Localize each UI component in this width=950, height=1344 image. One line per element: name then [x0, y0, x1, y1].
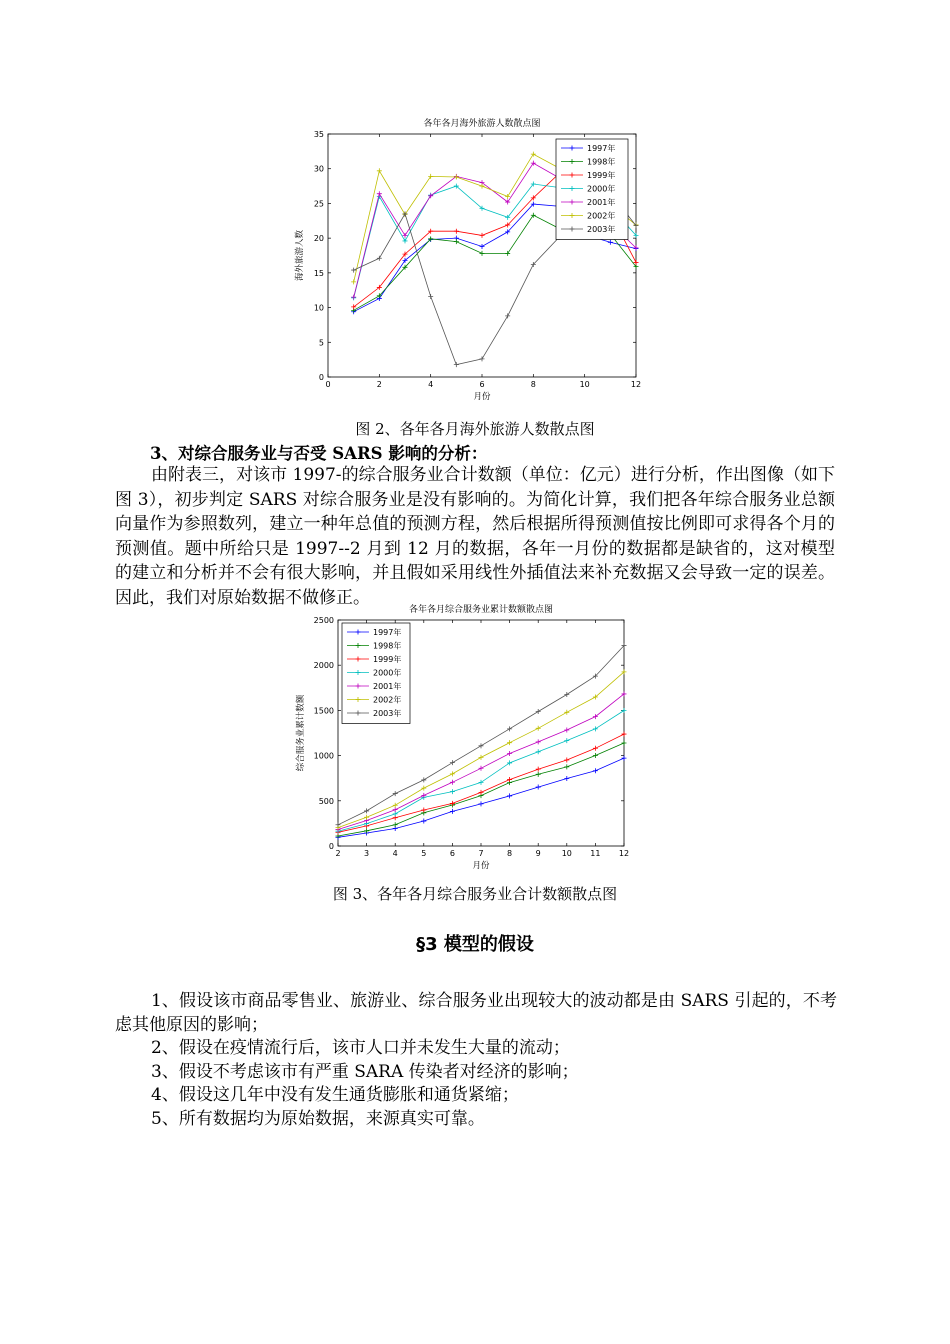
data-point [507, 777, 512, 782]
data-point [480, 251, 485, 256]
data-point [564, 776, 569, 781]
data-point [479, 755, 484, 760]
data-point [480, 244, 485, 249]
x-tick-label: 0 [325, 380, 331, 389]
y-tick-label: 15 [313, 268, 324, 278]
data-point [507, 726, 512, 731]
assumptions-list [115, 990, 837, 1131]
assumption-item: 4、假设这几年中没有发生通货膨胀和通货紧缩； [151, 1085, 519, 1105]
data-point [593, 746, 598, 751]
y-tick-label: 1500 [313, 706, 334, 716]
data-point [531, 161, 536, 166]
overseas-tourists-chart [288, 112, 660, 408]
section3-paragraph: 由附表三，对该市 1997-的综合服务业合计数额（单位：亿元）进行分析，作出图像（如下图 3），初步判定 SARS 对综合服务业是没有影响的。为简化计算，我们把各年综合服务业总额向量作为参照数列，建立一种年总值的预测方程，然后根据所得预测值按比例即可求得各个月的预测值。题中所给只是 1997--2 月到 12 月的数据，各年一月份的数据都是缺省的，这对模型的建立和分析并不会有很大影响，并且假如采用线性外插值法来补充数据又会导致一定的误差。因此，我们对原始数据不做修正。 [115, 465, 835, 608]
y-tick-label: 2000 [313, 661, 334, 671]
legend-label: 2000年 [587, 184, 616, 194]
data-point [479, 780, 484, 785]
data-point [377, 256, 382, 261]
x-tick-label: 12 [630, 380, 642, 389]
legend-label: 1997年 [373, 628, 402, 637]
data-point [428, 174, 433, 179]
service-industry-chart [290, 598, 650, 872]
y-tick-label: 35 [313, 130, 324, 139]
assumption-item: 2、假设在疫情流行后，该市人口并未发生大量的流动； [151, 1038, 570, 1058]
data-point [507, 760, 512, 765]
data-point [364, 815, 369, 820]
x-tick-label: 7 [478, 849, 484, 858]
legend-label: 1997年 [587, 144, 616, 153]
legend-label: 1999年 [587, 171, 616, 180]
data-point [393, 791, 398, 796]
x-tick-label: 9 [535, 849, 541, 858]
data-point [421, 777, 426, 782]
data-point [351, 295, 356, 300]
series-line-2000年 [338, 711, 624, 832]
data-point [479, 766, 484, 771]
x-axis-label: 月份 [472, 861, 490, 871]
legend-label: 2002年 [373, 695, 402, 705]
chart-title: 各年各月综合服务业累计数额散点图 [408, 605, 554, 615]
x-tick-label: 6 [479, 380, 485, 389]
x-tick-label: 10 [579, 380, 590, 389]
y-tick-label: 30 [313, 164, 324, 174]
y-tick-label: 0 [328, 842, 334, 851]
data-point [564, 764, 569, 769]
data-point [421, 786, 426, 791]
legend-label: 1998年 [587, 157, 616, 167]
legend-label: 2000年 [373, 668, 402, 678]
data-point [622, 741, 627, 746]
data-point [480, 356, 485, 361]
y-tick-label: 2500 [313, 616, 334, 625]
data-point [479, 801, 484, 806]
data-point [536, 749, 541, 754]
legend-label: 2003年 [587, 225, 616, 234]
data-point [393, 822, 398, 827]
data-point [450, 771, 455, 776]
data-point [450, 789, 455, 794]
data-point [479, 790, 484, 795]
section3-heading: 3、对综合服务业与否受 SARS 影响的分析： [150, 444, 488, 463]
data-point [505, 194, 510, 199]
data-point [507, 740, 512, 745]
data-point [536, 767, 541, 772]
x-tick-label: 8 [507, 849, 513, 858]
data-point [564, 692, 569, 697]
section-title-assumptions: §3 模型的假设 [416, 934, 534, 955]
legend-label: 2001年 [587, 198, 616, 207]
data-point [531, 213, 536, 218]
y-axis-label: 综合服务业累计数额 [296, 694, 306, 772]
data-point [564, 728, 569, 733]
y-tick-label: 1000 [313, 751, 334, 761]
data-point [421, 808, 426, 813]
x-tick-label: 10 [561, 849, 572, 858]
assumption-item: 3、假设不考虑该市有严重 SARA 传染者对经济的影响； [151, 1061, 579, 1082]
figure3-caption: 图 3、各年各月综合服务业合计数额散点图 [332, 885, 618, 903]
assumption-item: 1、假设该市商品零售业、旅游业、综合服务业出现较大的波动都是由 SARS 引起的，不考虑其他原因的影响； [115, 991, 837, 1035]
data-point [505, 313, 510, 318]
data-point [593, 753, 598, 758]
x-axis-label: 月份 [473, 392, 491, 402]
x-tick-label: 2 [335, 849, 341, 858]
data-point [364, 808, 369, 813]
data-point [377, 168, 382, 173]
data-point [608, 240, 613, 245]
data-point [450, 809, 455, 814]
legend-label: 2003年 [373, 709, 402, 718]
data-point [536, 709, 541, 714]
figure2-caption: 图 2、各年各月海外旅游人数散点图 [355, 420, 595, 438]
data-point [454, 362, 459, 367]
data-point [536, 739, 541, 744]
x-tick-label: 2 [376, 380, 382, 389]
data-point [454, 239, 459, 244]
x-tick-label: 12 [618, 849, 630, 858]
data-point [336, 822, 341, 827]
data-point [564, 710, 569, 715]
data-point [593, 768, 598, 773]
data-point [479, 743, 484, 748]
legend-label: 1998年 [373, 641, 402, 651]
assumption-item: 5、所有数据均为原始数据，来源真实可靠。 [151, 1108, 485, 1129]
data-point [393, 807, 398, 812]
y-tick-label: 25 [313, 199, 324, 209]
data-point [531, 152, 536, 157]
data-point [428, 294, 433, 299]
data-point [377, 191, 382, 196]
x-tick-label: 8 [530, 380, 536, 389]
x-tick-label: 4 [392, 849, 398, 858]
y-tick-label: 5 [318, 338, 324, 348]
data-point [403, 238, 408, 243]
data-point [507, 751, 512, 756]
data-point [536, 726, 541, 731]
y-tick-label: 10 [313, 303, 324, 313]
data-point [507, 793, 512, 798]
data-point [622, 708, 627, 713]
data-point [393, 803, 398, 808]
data-point [536, 785, 541, 790]
data-point [351, 279, 356, 284]
y-tick-label: 500 [318, 796, 334, 806]
data-point [454, 229, 459, 234]
data-point [593, 726, 598, 731]
data-point [622, 732, 627, 737]
y-tick-label: 0 [318, 373, 324, 382]
data-point [450, 760, 455, 765]
data-point [564, 738, 569, 743]
legend-label: 2002年 [587, 211, 616, 221]
chart-title: 各年各月海外旅游人数散点图 [423, 119, 541, 129]
x-tick-label: 5 [421, 849, 427, 858]
data-point [505, 251, 510, 256]
y-axis-label: 海外旅游人数 [295, 229, 305, 282]
data-point [421, 819, 426, 824]
x-tick-label: 6 [449, 849, 455, 858]
data-point [564, 758, 569, 763]
data-point [536, 772, 541, 777]
data-point [450, 780, 455, 785]
legend-label: 2001年 [373, 682, 402, 691]
x-tick-label: 3 [364, 849, 370, 858]
data-point [454, 175, 459, 180]
data-point [622, 756, 627, 761]
y-tick-label: 20 [313, 234, 324, 244]
x-tick-label: 11 [590, 849, 601, 858]
data-point [351, 268, 356, 273]
data-point [480, 233, 485, 238]
legend-label: 1999年 [373, 655, 402, 664]
x-tick-label: 4 [428, 380, 434, 389]
